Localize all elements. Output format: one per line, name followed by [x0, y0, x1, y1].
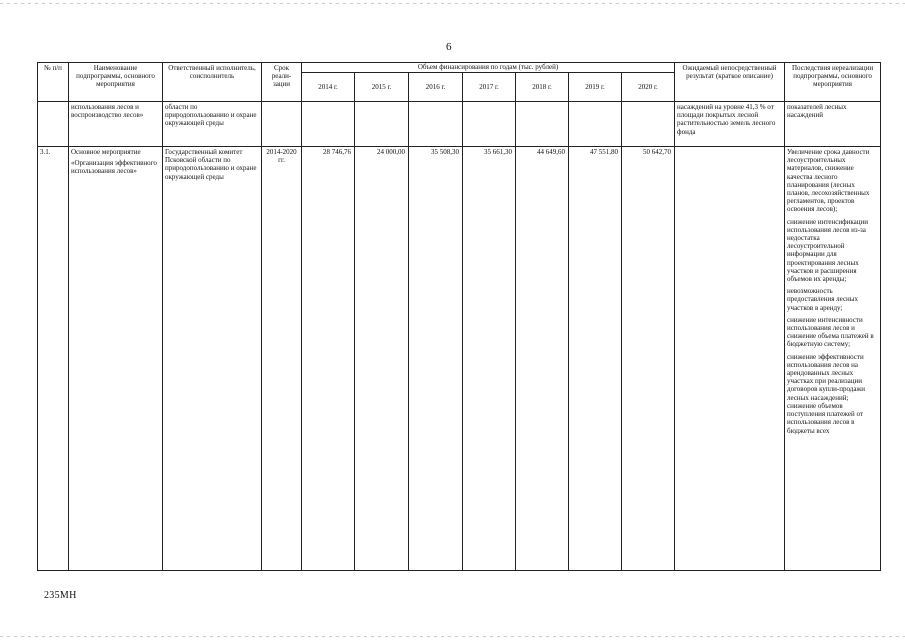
financing-table [37, 62, 881, 571]
cont-value-cell [409, 102, 463, 147]
consequence-item: снижение интенсификации использования лесов из-за недостатка лесоустроительной информации для проектирования лесных участков и расширения объемов их аренды; [787, 217, 869, 284]
consequence-item: снижение эффективности использования лесов на арендованных лесных участках при реализации договоров купли-продажи лесных насаждений; снижение объемов поступления платежей от использования лесов в бюджеты всех [787, 352, 866, 435]
row-consequences-cell [785, 147, 881, 571]
cont-value-cell [302, 102, 355, 147]
consequence-item: снижение интенсивности использования лесов и снижение объема платежей в бюджетную систему; [787, 315, 874, 349]
row-num-cell: 3.1. [38, 147, 69, 571]
header-responsible: Ответственный исполнитель, соисполнитель [163, 63, 262, 102]
cont-value-cell [463, 102, 516, 147]
header-year: 2016 г. [409, 73, 463, 102]
page-number: 6 [446, 41, 452, 53]
cont-name-cell: использования лесов и воспроизводство лесов» [69, 102, 163, 147]
header-financing: Объем финансирования по годам (тыс. рублей) [302, 63, 675, 73]
scan-top-edge [0, 3, 905, 4]
cont-value-cell [569, 102, 622, 147]
header-name: Наименование подпрограммы, основного мероприятия [69, 63, 163, 102]
cont-term-cell [262, 102, 302, 147]
row-responsible-cell: Государственный комитет Псковской области по природопользованию и охране окружающей среды [163, 147, 262, 571]
row-value-2016: 35 508,30 [409, 147, 463, 571]
row-value-2019: 47 551,80 [569, 147, 622, 571]
cont-value-cell [355, 102, 409, 147]
header-year: 2019 г. [569, 73, 622, 102]
row-name-line2: «Организация эффективного использования лесов» [71, 159, 157, 176]
consequence-item: невозможность предоставления лесных участков в аренду; [787, 287, 859, 312]
row-term-cell: 2014-2020 гг. [262, 147, 302, 571]
row-value-2014: 28 746,76 [302, 147, 355, 571]
cont-result-cell: насаждений на уровне 41,3 % от площади покрытых лесной растительностью земель лесного фонда [675, 102, 785, 147]
header-year: 2018 г. [516, 73, 569, 102]
header-row-1 [38, 63, 881, 73]
row-name-line1: Основное мероприятие [71, 148, 141, 156]
cont-value-cell [516, 102, 569, 147]
table-row [38, 147, 881, 571]
continuation-row [38, 102, 881, 147]
cont-num-cell [38, 102, 69, 147]
header-year: 2020 г. [622, 73, 675, 102]
header-year: 2014 г. [302, 73, 355, 102]
footer-code: 235МН [44, 590, 77, 601]
row-value-2015: 24 000,00 [355, 147, 409, 571]
consequences-list [787, 148, 878, 439]
row-value-2020: 50 642,70 [622, 147, 675, 571]
row-name-cell [69, 147, 163, 571]
header-result: Ожидаемый непосредственный результат (краткое описание) [675, 63, 785, 102]
row-result-cell [675, 147, 785, 571]
header-term: Срок реали-зации [262, 63, 302, 102]
header-num: № п/п [38, 63, 69, 102]
consequence-item: Увеличение срока давности лесоустроительных материалов, снижение качества лесного планирования (лесных планов, лесохозяйственных регламентов, проектов освоения лесов); [787, 148, 870, 214]
cont-value-cell [622, 102, 675, 147]
header-year: 2015 г. [355, 73, 409, 102]
row-value-2018: 44 649,60 [516, 147, 569, 571]
header-consequences: Последствия нереализации подпрограммы, основного мероприятия [785, 63, 881, 102]
cont-responsible-cell: области по природопользованию и охране окружающей среды [163, 102, 262, 147]
cont-consequences-cell: показателей лесных насаждений [785, 102, 881, 147]
scan-bottom-edge [0, 636, 905, 637]
row-value-2017: 35 661,30 [463, 147, 516, 571]
header-year: 2017 г. [463, 73, 516, 102]
